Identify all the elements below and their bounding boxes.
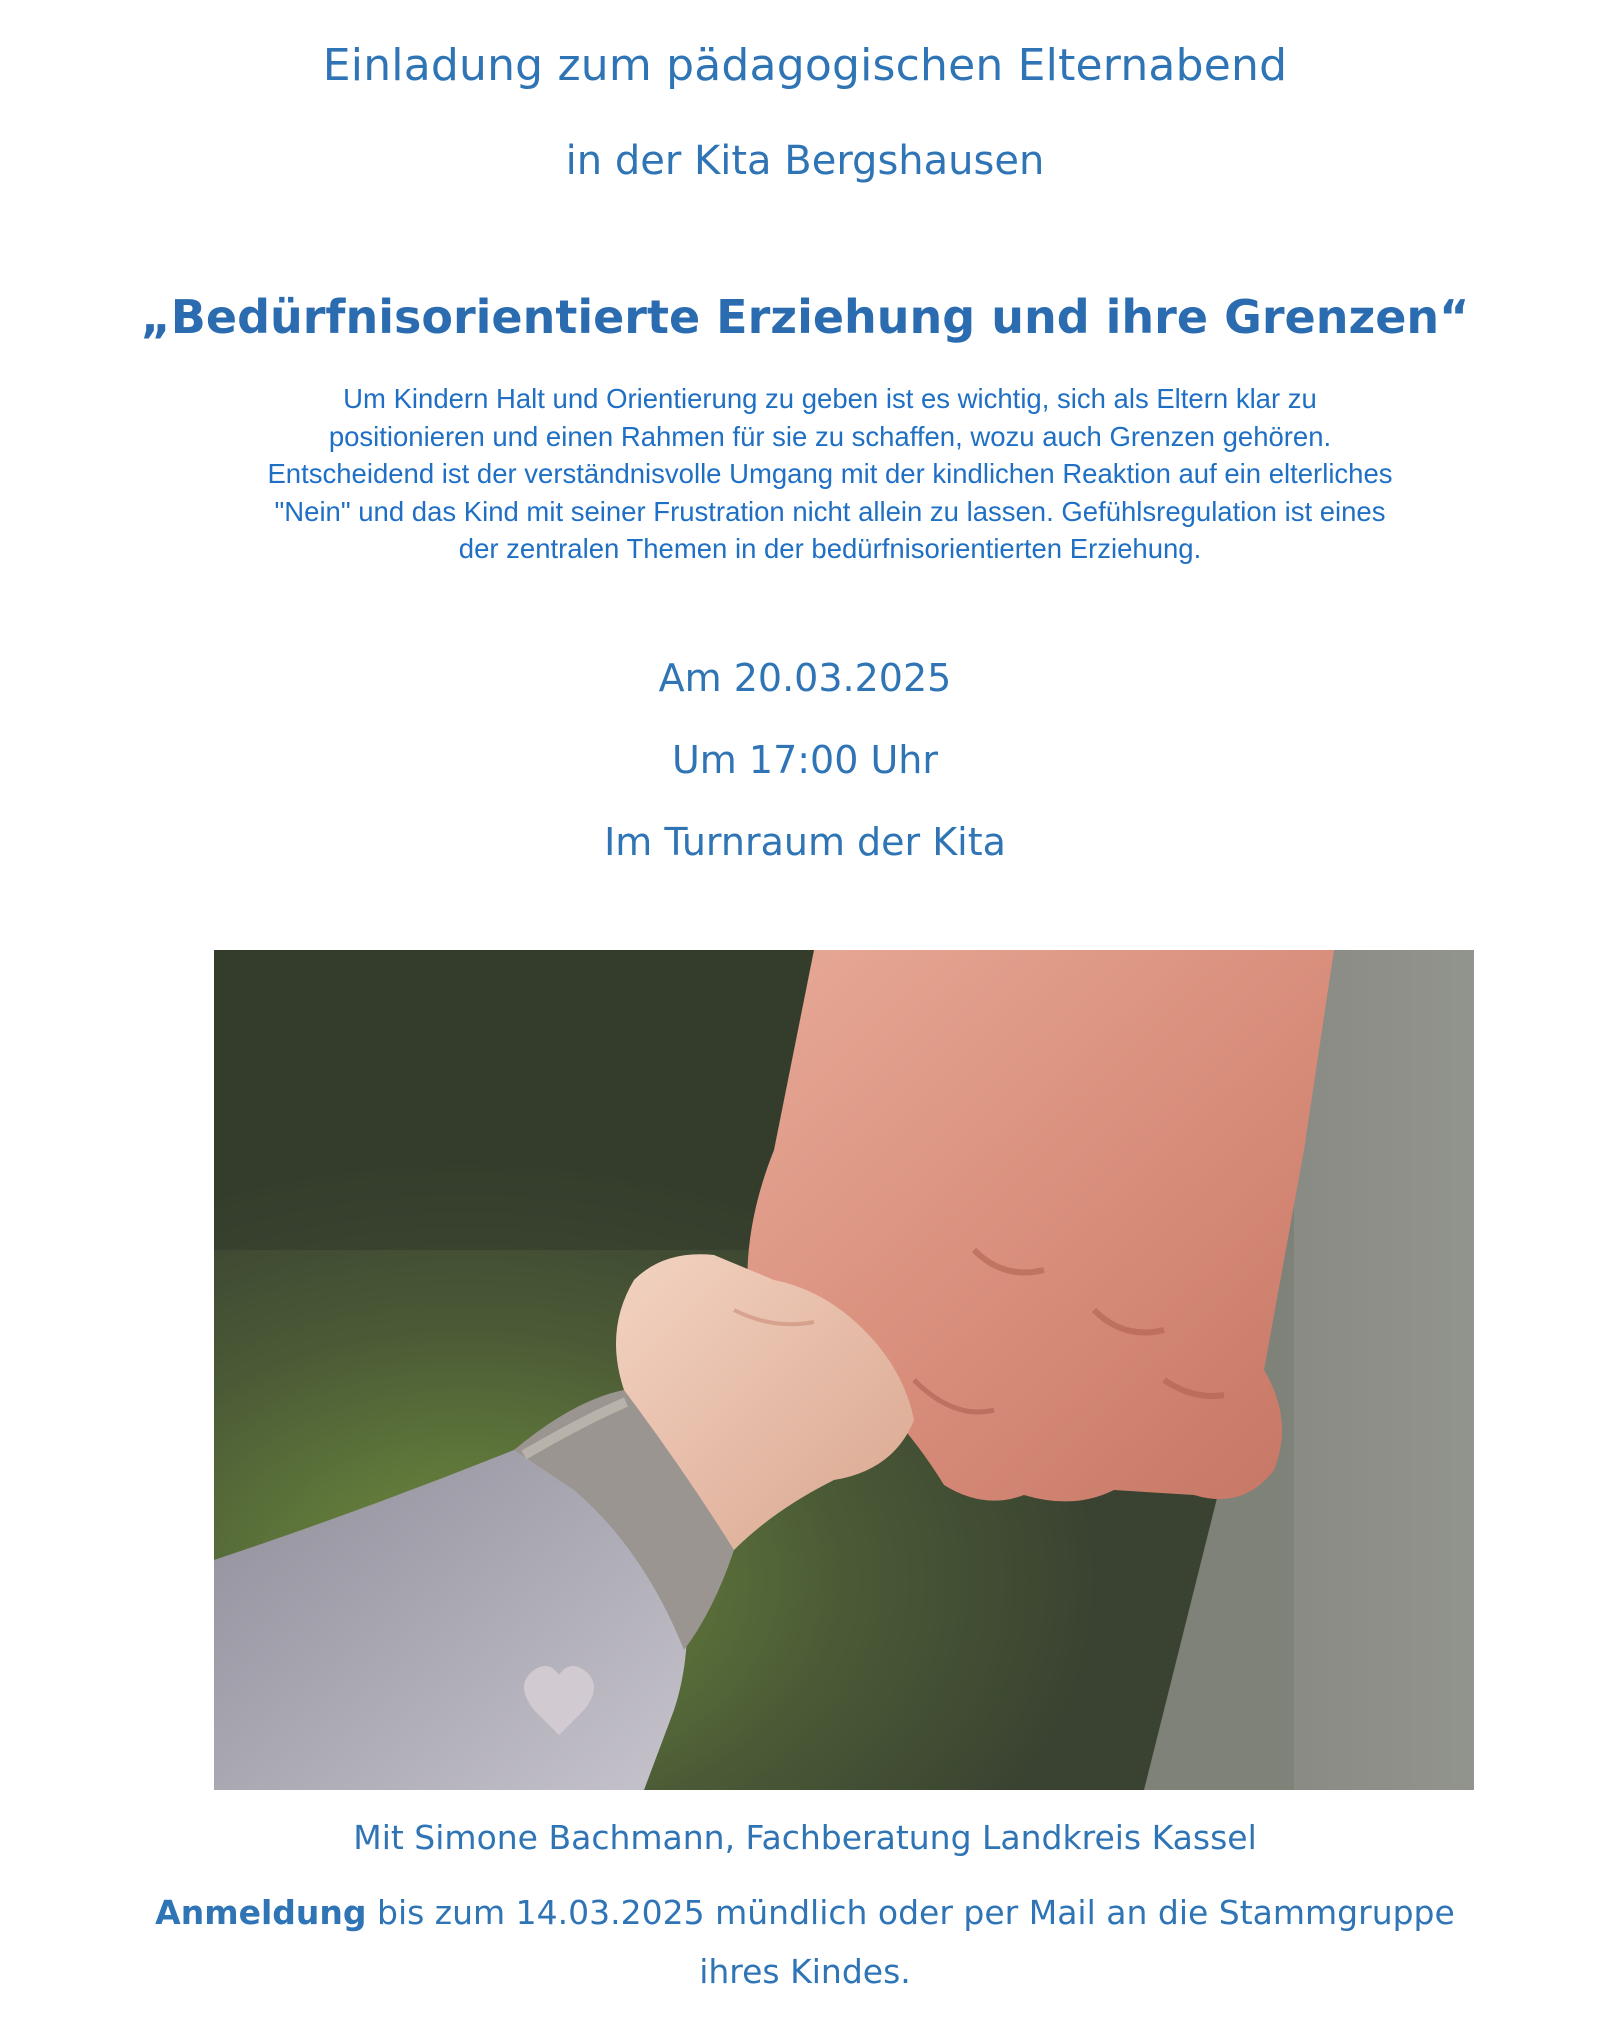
event-time: Um 17:00 Uhr: [671, 738, 939, 782]
registration-text: bis zum 14.03.2025 mündlich oder per Mail an die Stammgruppe: [366, 1893, 1455, 1932]
description-line: der zentralen Themen in der bedürfnisorientierten Erziehung.: [458, 533, 1202, 564]
hands-photo: [214, 950, 1474, 1790]
description-paragraph: [180, 380, 1480, 568]
description-line: Um Kindern Halt und Orientierung zu geben ist es wichtig, sich als Eltern klar zu: [343, 383, 1317, 414]
event-date: Am 20.03.2025: [658, 656, 952, 700]
description-line: Entscheidend ist der verständnisvolle Umgang mit der kindlichen Reaktion auf ein elterliches: [267, 458, 1393, 489]
description-line: "Nein" und das Kind mit seiner Frustration nicht allein zu lassen. Gefühlsregulation ist eines: [274, 495, 1386, 527]
event-place: Im Turnraum der Kita: [604, 820, 1006, 864]
invitation-title: Einladung zum pädagogischen Elternabend: [322, 40, 1288, 91]
registration-line: [0, 1893, 1610, 1932]
registration-label: Anmeldung: [155, 1893, 367, 1932]
registration-line-2: ihres Kindes.: [699, 1952, 911, 1991]
description-line: positionieren und einen Rahmen für sie zu schaffen, wozu auch Grenzen gehören.: [328, 420, 1332, 452]
topic-heading: „Bedürfnisorientierte Erziehung und ihre Grenzen“: [140, 290, 1470, 344]
invitation-subtitle: in der Kita Bergshausen: [565, 138, 1045, 184]
speaker-info: Mit Simone Bachmann, Fachberatung Landkreis Kassel: [353, 1818, 1257, 1857]
